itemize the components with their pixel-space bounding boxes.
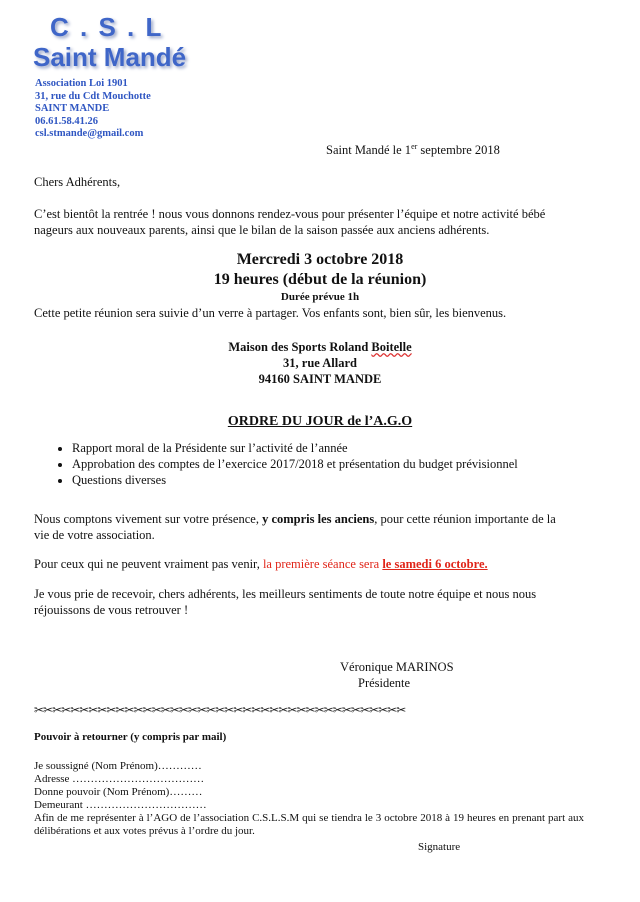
scissors-cut-line: ✂✂✂✂✂✂✂✂✂✂✂✂✂✂✂✂✂✂✂✂✂✂✂✂✂✂✂✂✂✂✂✂✂✂✂✂✂✂✂✂✂ [34, 703, 406, 717]
form-field-soussigne: Je soussigné (Nom Prénom)………… [34, 760, 202, 772]
agenda-item: • Approbation des comptes de l’exercice 2017/2018 et présentation du budget prévisionnel [72, 456, 518, 472]
agenda-list [34, 440, 518, 488]
form-field-demeurant: Demeurant …………………………… [34, 799, 207, 811]
presence-paragraph: Nous comptons vivement sur votre présence, y compris les anciens, pour cette réunion importante de la vie de votre association. [34, 512, 556, 542]
signature-label: Signature [418, 841, 461, 853]
signer-title: Présidente [358, 676, 411, 690]
event-time: 19 heures (début de la réunion) [213, 271, 427, 288]
email-address: csl.stmande@gmail.com [35, 128, 144, 139]
address-line: SAINT MANDE [35, 103, 110, 114]
logo-line-2: Saint Mandé [33, 42, 187, 72]
form-field-pouvoir: Donne pouvoir (Nom Prénom)……… [34, 786, 203, 798]
address-line: 31, rue du Cdt Mouchotte [35, 90, 151, 102]
agenda-item: • Rapport moral de la Présidente sur l’activité de l’année [72, 440, 518, 456]
absence-paragraph: Pour ceux qui ne peuvent vraiment pas venir, la première séance sera le samedi 6 octobre. [34, 557, 488, 571]
logo-line-1: C . S . L [50, 12, 164, 42]
form-field-adresse: Adresse ……………………………… [34, 773, 205, 785]
event-duration: Durée prévue 1h [280, 291, 360, 303]
event-date: Mercredi 3 octobre 2018 [236, 251, 404, 268]
intro-paragraph: C’est bientôt la rentrée ! nous vous donnons rendez-vous pour présenter l’équipe et notre activité bébé nageurs aux nouveaux parents, ainsi que le bilan de la saison passée aux anciens adhérents. [34, 207, 546, 237]
venue-city: 94160 SAINT MANDE [258, 372, 382, 386]
form-title: Pouvoir à retourner (y compris par mail) [34, 731, 227, 743]
letter-date: Saint Mandé le 1er septembre 2018 [326, 142, 500, 158]
followup-paragraph: Cette petite réunion sera suivie d’un verre à partager. Vos enfants sont, bien sûr, les bienvenus. [34, 306, 507, 320]
address-line: Association Loi 1901 [35, 78, 128, 89]
agenda-title: ORDRE DU JOUR de l’A.G.O [227, 414, 413, 429]
form-statement: Afin de me représenter à l’AGO de l’association C.S.L.S.M qui se tiendra le 3 octobre 2018 à 19 heures en prenant part aux délibérations et aux votes prévus à l’ordre du jour. [34, 812, 584, 837]
closing-paragraph: Je vous prie de recevoir, chers adhérents, les meilleurs sentiments de toute notre équipe et nous nous réjouissons de vous retrouver ! [34, 587, 537, 617]
phone-number: 06.61.58.41.26 [35, 115, 98, 127]
greeting: Chers Adhérents, [34, 175, 121, 189]
agenda-item: • Questions diverses [72, 472, 518, 488]
venue-name: Maison des Sports Roland Boitelle [228, 340, 412, 354]
venue-street: 31, rue Allard [283, 356, 357, 370]
association-address [35, 78, 151, 141]
signer-name: Véronique MARINOS [340, 660, 454, 674]
